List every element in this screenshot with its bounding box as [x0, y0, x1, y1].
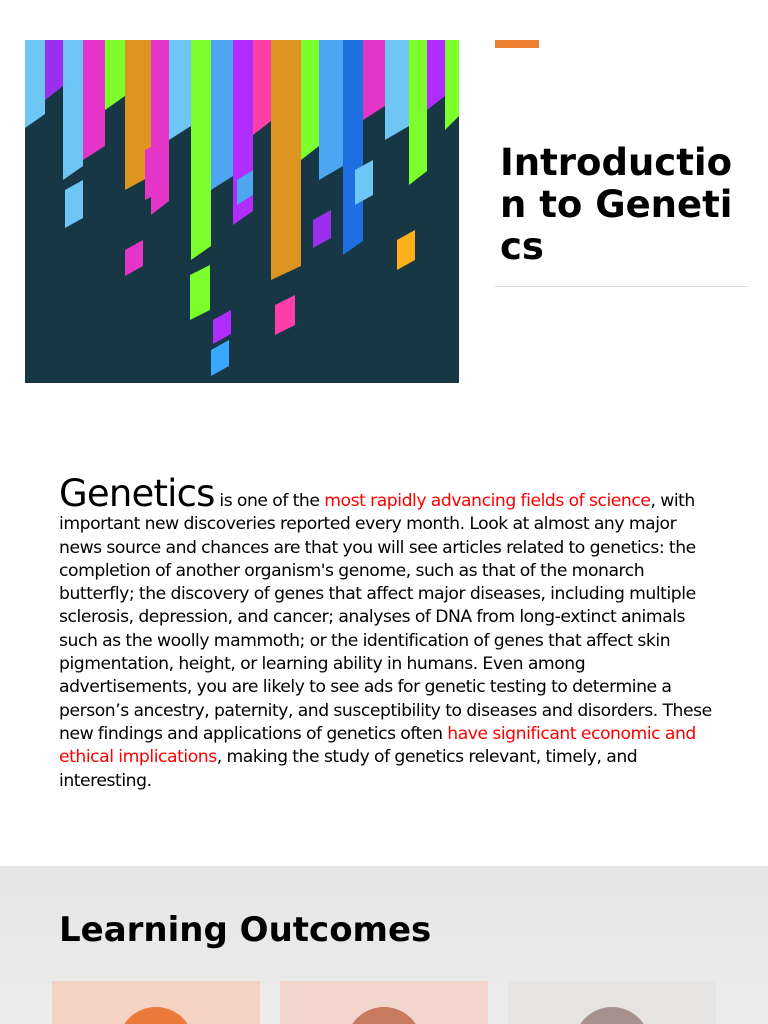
outcome-2-icon — [346, 1007, 422, 1024]
title-accent-bar — [495, 40, 539, 48]
ribbon-stripe — [385, 40, 409, 140]
outcome-3-icon — [574, 1007, 650, 1024]
learning-outcomes-heading: Learning Outcomes — [59, 910, 432, 950]
ribbon-stripe — [83, 40, 105, 160]
highlight-economic-ethical: have significant economic and ethical implications — [59, 723, 696, 768]
ribbon-stripe — [409, 40, 427, 185]
intro-text-part3: , making the study of genetics relevant, timely, and interesting. — [59, 747, 638, 791]
outcome-card-1 — [52, 981, 260, 1024]
ribbon-stripe — [63, 40, 83, 180]
intro-text-part1: is one of the — [214, 491, 325, 511]
ribbon-stripe — [343, 40, 363, 255]
outcome-card-2 — [280, 981, 488, 1024]
slide-title: Introduction to Genetics — [500, 141, 733, 268]
intro-text-part2: , with important new discoveries reported every month. Look at almost any major news source and chances are that you will see articles related to genetics: the completion of another organism's genome, such as that of the monarch butterfly; the discovery of genes that affect major diseases, including multiple sclerosis, depression, and cancer; analyses of DNA from long-extinct animals such as the woolly mammoth; or the identification of genes that affect skin pigmentation, height, or learning ability in humans. Even among advertisements, you are likely to see ads for genetic testing to determine a person’s ancestry, paternity, and susceptibility to diseases and disorders. These new findings and applications of genetics often — [59, 491, 712, 744]
ribbon-stripe — [319, 40, 343, 180]
ribbon-stripe — [25, 40, 45, 128]
ribbon-stripe — [363, 40, 385, 120]
ribbon-stripe — [169, 40, 191, 140]
outcome-card-3 — [508, 981, 716, 1024]
ribbon-stripe — [445, 40, 459, 130]
ribbon-stripe — [253, 40, 271, 135]
abstract-dna-ribbons-art — [25, 40, 459, 383]
ribbon-stripe — [301, 40, 319, 160]
ribbon-fragment — [145, 140, 165, 200]
intro-paragraph — [59, 472, 715, 793]
ribbon-stripe — [211, 40, 233, 190]
lead-word: Genetics — [59, 472, 215, 515]
outcome-1-icon — [118, 1007, 194, 1024]
title-divider — [495, 286, 748, 287]
hero-image — [25, 40, 459, 383]
highlight-rapidly-advancing: most rapidly advancing fields of science — [324, 491, 651, 511]
learning-outcomes-section — [0, 866, 768, 1024]
ribbon-stripe — [271, 40, 301, 280]
ribbon-stripe — [191, 40, 211, 260]
